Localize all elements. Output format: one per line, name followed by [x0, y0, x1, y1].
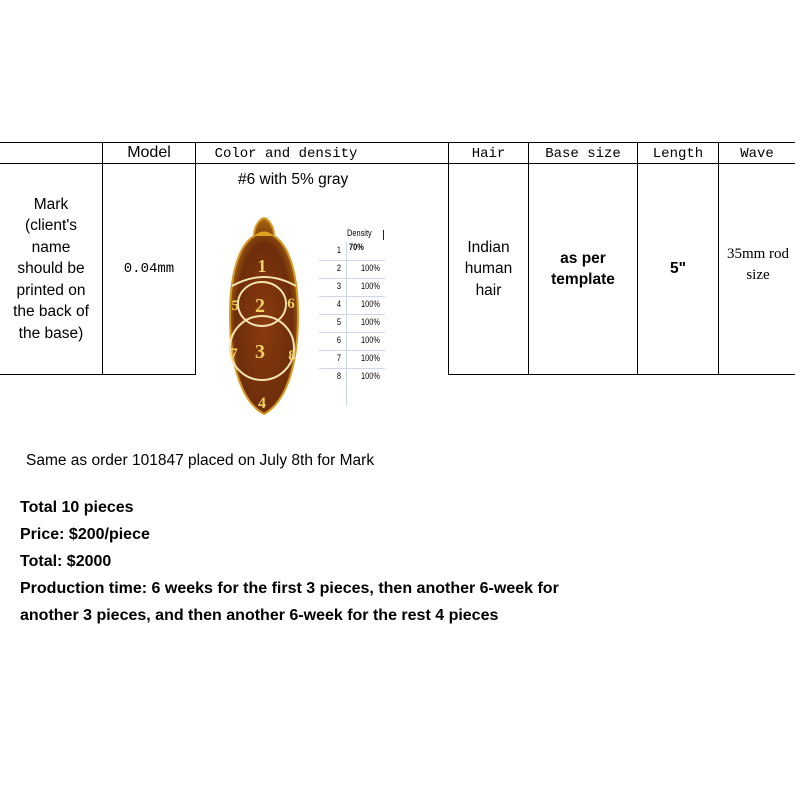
hair-type-cell: [449, 164, 528, 374]
wave-cell: [719, 244, 797, 294]
client-line: printed on: [16, 281, 86, 299]
density-row-num: 1: [336, 245, 342, 256]
header-length: Length: [652, 145, 704, 162]
density-row-num: 8: [336, 371, 342, 382]
header-wave: Wave: [740, 145, 774, 162]
density-row-value: 100%: [361, 281, 380, 292]
zone-label: 6: [287, 296, 295, 312]
density-row-value: 100%: [361, 299, 380, 310]
header-color-density: Color and density: [214, 145, 358, 162]
client-line: the back of: [13, 303, 89, 321]
production-time-line-2: another 3 pieces, and then another 6-week for the rest 4 pieces: [20, 607, 499, 624]
density-row-value: 70%: [349, 242, 364, 253]
client-line: (client's: [24, 217, 78, 235]
density-row-value: 100%: [361, 335, 380, 346]
density-table: [319, 224, 385, 414]
zone-label: 4: [258, 395, 266, 412]
density-row: [319, 242, 385, 261]
density-row-value: 100%: [361, 263, 380, 274]
density-row-value: 100%: [361, 371, 380, 382]
client-line: the base): [18, 324, 84, 342]
header-base-size: Base size: [545, 145, 621, 162]
total-price: Total: $2000: [20, 553, 112, 570]
density-row-num: 7: [336, 353, 342, 364]
base-line: template: [551, 271, 615, 288]
density-row-num: 3: [336, 281, 342, 292]
density-row: [319, 332, 385, 351]
density-row-num: 6: [336, 335, 342, 346]
density-row: [319, 314, 385, 333]
model-value: 0.04mm: [123, 261, 175, 277]
density-row-num: 4: [336, 299, 342, 310]
color-density-title: #6 with 5% gray: [238, 171, 349, 188]
length-value: 5": [670, 260, 686, 277]
zone-label: 1: [257, 256, 267, 276]
header-hair: Hair: [471, 145, 506, 162]
density-row: [319, 260, 385, 279]
hair-line: Indian: [467, 238, 510, 256]
base-line: as per: [560, 249, 606, 267]
header-model: Model: [127, 143, 171, 161]
density-row: [319, 278, 385, 297]
density-header: Density: [347, 228, 372, 239]
zone-label: 7: [230, 346, 238, 362]
row-bottom-border-right: [448, 374, 795, 375]
hair-line: human: [464, 260, 513, 278]
zone-label: 3: [255, 341, 265, 363]
client-line: should be: [17, 260, 85, 278]
production-time-line-1: Production time: 6 weeks for the first 3 pieces, then another 6-week for: [20, 580, 559, 597]
wave-line: 35mm rod: [726, 246, 790, 262]
hair-density-zone-diagram: [224, 216, 304, 416]
density-row-value: 100%: [361, 353, 380, 364]
zone-label: 5: [231, 298, 239, 314]
order-summary: [20, 494, 559, 629]
row-bottom-border-left: [0, 374, 196, 375]
client-line: name: [31, 238, 71, 256]
density-row-num: 5: [336, 317, 342, 328]
hair-line: hair: [475, 281, 502, 299]
density-row-num: 2: [336, 263, 342, 274]
client-line: Mark: [33, 195, 69, 213]
density-row: [319, 368, 385, 386]
density-row: [319, 350, 385, 369]
wave-line: size: [746, 267, 770, 283]
zone-label: 2: [255, 295, 265, 317]
base-size-cell: [529, 164, 637, 374]
same-as-order-note: Same as order 101847 placed on July 8th for Mark: [26, 452, 375, 469]
zone-label: 8: [288, 348, 296, 364]
total-pieces: Total 10 pieces: [20, 499, 134, 516]
order-notes: [26, 452, 374, 470]
price-per-piece: Price: $200/piece: [20, 526, 150, 543]
density-row: [319, 296, 385, 315]
density-header-cursor: [383, 230, 384, 240]
density-row-value: 100%: [361, 317, 380, 328]
client-name-cell: [0, 164, 102, 374]
